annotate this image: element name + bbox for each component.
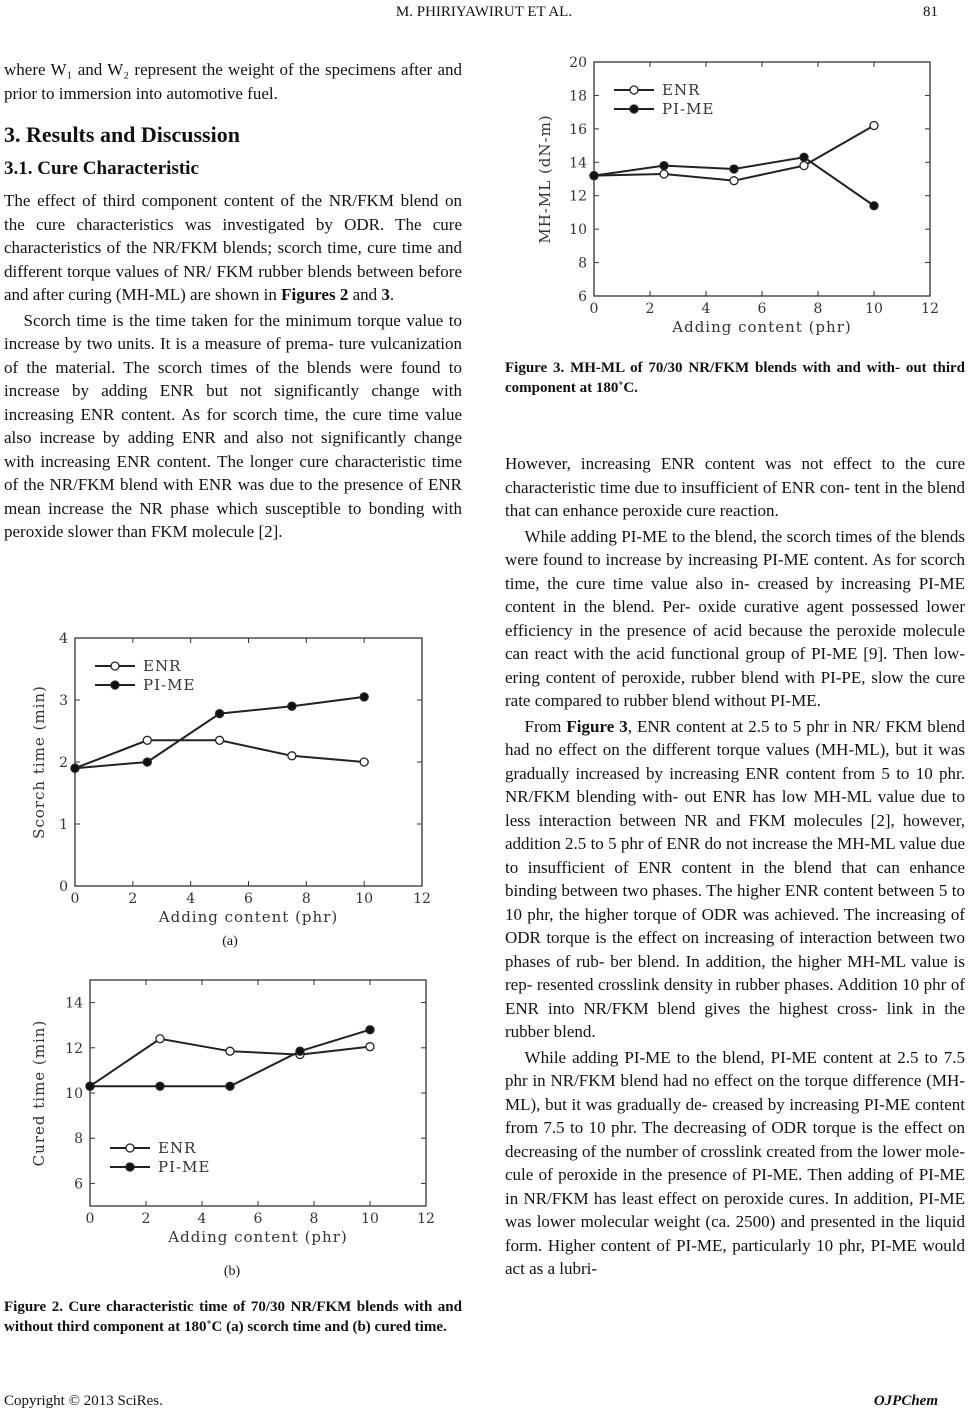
paragraph-4: While adding PI-ME to the blend, the scorch times of the blends were found to increase by increasing PI-ME content. As for scorch time, the cure time value also in- creased by increasing PI-ME content in the blend. Per- oxide curative agent possessed lower efficiency in the presence of acid because the peroxide molecule can react with the acid functional group of PI-ME [9]. Then low- ering content of peroxide, rubber blend with PI-PE, slow the cure rate compared to rubber blend without PI-ME. [505,526,965,710]
data-point-enr [730,177,738,185]
x-tick-label: 10 [361,1211,379,1227]
y-tick-label: 12 [65,1040,83,1057]
paragraph-1 [4,189,462,307]
x-tick-label: 8 [813,301,823,317]
x-tick-label: 10 [865,301,883,317]
x-tick-label: 12 [417,1211,435,1227]
y-tick-label: 8 [74,1131,83,1148]
chart-fig2a [30,628,430,928]
x-tick-label: 0 [70,891,80,907]
right-column [505,452,965,1281]
data-point-pi-me [156,1082,164,1090]
data-point-enr [143,736,151,744]
data-point-pi-me [366,1026,374,1034]
data-point-pi-me [296,1047,304,1055]
series-line-enr [90,1039,370,1086]
legend-label: PI-ME [158,1158,211,1176]
data-point-pi-me [590,172,598,180]
y-tick-label: 14 [569,155,587,172]
y-tick-label: 16 [569,121,587,138]
data-point-pi-me [226,1082,234,1090]
y-axis-label: Cured time (min) [30,1019,48,1167]
chart-fig2b [30,966,434,1258]
paragraph-5-text: , ENR content at 2.5 to 5 phr in NR/ FKM blend had no effect on the different torque values (MH-ML), but it was gradually increased by increasing ENR content from 5 to 10 phr. NR/FKM blending with- out ENR has low MH-ML value due to less interaction between NR and FKM molecules [2], however, addition 2.5 to 5 phr of ENR do not increase the MH-ML value due to insufficient of ENR content in the blend that can enhance binding between two phases. The higher ENR content between 5 to 10 phr, the higher torque of ODR was achieved. The increasing of ODR torque is the effect on increasing of interaction between two phases of rub- ber blend. In addition, the higher MH-ML value is rep- resented crosslink density in rubber phases. Addition 10 phr of ENR into NR/FKM blend gives the highest cross- link in the rubber blend. [505,716,965,1041]
legend-marker [111,681,119,689]
x-tick-label: 2 [128,891,138,907]
figure-3-ref-inline: Figure 3 [566,716,628,736]
running-header [0,4,968,24]
paragraph-1-text: The effect of third component content of the NR/FKM blend on the cure characteristics was investigated by ODR. The cure characteristics of the NR/FKM blends; scorch time, cure time and different torque values of NR/ FKM rubber blends between before and after curing (MH-ML) are shown in [4,191,462,304]
subfigure-label-b: (b) [223,1264,241,1279]
data-point-pi-me [216,710,224,718]
x-axis-label: Adding content (phr) [168,1228,348,1246]
y-tick-label: 0 [59,879,68,895]
data-point-enr [800,162,808,170]
x-tick-label: 6 [253,1211,263,1227]
paragraph-5-from: From [524,716,567,736]
paragraph-1-end: . [389,285,395,304]
data-point-pi-me [360,693,368,701]
subfigure-label-a: (a) [222,934,238,949]
data-point-enr [660,170,668,178]
y-tick-label: 18 [569,88,587,105]
x-tick-label: 12 [921,301,939,317]
chart-fig3-svg [536,50,939,344]
x-tick-label: 10 [355,891,374,907]
paragraph-6: While adding PI-ME to the blend, PI-ME content at 2.5 to 7.5 phr in NR/FKM blend had no effect on the torque difference (MH-ML), but it was gradually de- creased by increasing PI-ME content from 7.5 to 10 phr. The decreasing of ODR torque is the effect on decreasing of the number of crosslink created from the lower mole- cule of peroxide in the presence of PI-ME. Then adding of PI-ME in NR/FKM has least effect on peroxide cures. In addition, PI-ME was lower molecular weight (ca. 2500) and presented in the liquid form. Higher content of PI-ME, particularly 10 phr, PI-ME would act as a lubri- [505,1047,965,1278]
x-tick-label: 0 [589,301,599,317]
y-tick-label: 6 [578,289,587,305]
legend-marker [630,86,638,94]
paragraph-1-and: and [348,285,382,304]
x-tick-label: 4 [197,1211,207,1227]
legend-label: PI-ME [662,100,715,118]
legend-marker [126,1144,134,1152]
data-point-pi-me [86,1082,94,1090]
x-tick-label: 6 [244,891,253,907]
x-axis-label: Adding content (phr) [158,908,339,926]
paragraph-2: Scorch time is the time taken for the minimum torque value to increase by two units. It is a measure of prema- ture vulcanization of the material. The scorch times of the blends were found to increase by adding ENR but not significantly change with increasing ENR content. As for scorch time, the cure time value also increase by adding ENR and also not significantly change with increasing ENR content. The longer cure characteristic time of the NR/FKM blend with ENR was due to the presence of ENR mean increase the NR phase which susceptible to bonding with peroxide slower than FKM molecule [2]. [4,310,462,541]
data-point-pi-me [660,162,668,170]
x-tick-label: 12 [413,891,431,907]
x-axis-label: Adding content (phr) [672,318,852,336]
y-tick-label: 10 [65,1086,83,1102]
legend-marker [630,105,638,113]
y-tick-label: 8 [578,255,587,272]
running-header-title: M. PHIRIYAWIRUT ET AL. [395,4,573,20]
plot-frame [90,980,426,1206]
x-tick-label: 2 [645,301,655,317]
data-point-enr [366,1043,374,1051]
subsection-heading: 3.1. Cure Characteristic [4,157,199,179]
y-tick-label: 20 [569,55,587,71]
y-tick-label: 10 [569,222,587,239]
y-tick-label: 14 [65,995,83,1012]
x-tick-label: 4 [701,301,711,317]
figure-3-caption: Figure 3. MH-ML of 70/30 NR/FKM blends with and with- out third component at 180˚C. [505,360,965,396]
data-point-enr [288,752,296,760]
legend-label: ENR [143,657,182,675]
legend-label: PI-ME [143,676,196,694]
left-column [4,58,462,544]
chart-fig2a-svg [30,628,430,928]
data-point-enr [870,122,878,130]
chart-fig2b-svg [30,966,434,1258]
legend-marker [126,1163,134,1171]
chart-fig3 [536,50,939,344]
x-tick-label: 8 [309,1211,319,1227]
intro-paragraph: where W₁ and W₂ represent the weight of the specimens after and prior to immersion into automotive fuel. [4,60,462,103]
y-tick-label: 6 [74,1176,83,1193]
data-point-pi-me [730,165,738,173]
x-tick-label: 0 [85,1211,95,1227]
y-tick-label: 1 [59,817,68,833]
legend-label: ENR [158,1139,197,1157]
legend-label: ENR [662,81,701,99]
paragraph-5 [505,715,965,1044]
footer-copyright: Copyright © 2013 SciRes. [4,1393,163,1409]
data-point-enr [216,736,224,744]
page-number: 81 [923,4,938,20]
footer-journal: OJPChem [873,1393,938,1409]
figure-2-caption: Figure 2. Cure characteristic time of 70/30 NR/FKM blends with and without third component at 180˚C (a) scorch time and (b) cured time. [4,1299,462,1335]
figure-2-ref: Figures 2 [281,285,349,304]
y-tick-label: 3 [59,693,68,709]
plot-frame [594,62,930,296]
data-point-pi-me [143,758,151,766]
y-tick-label: 12 [569,188,587,205]
data-point-enr [156,1035,164,1043]
data-point-pi-me [870,202,878,210]
x-tick-label: 8 [301,891,311,907]
section-heading: 3. Results and Discussion [4,122,240,147]
data-point-enr [226,1047,234,1055]
y-axis-label: Scorch time (min) [30,685,48,839]
figure-3-ref: 3 [381,285,390,304]
data-point-pi-me [288,702,296,710]
paragraph-3: However, increasing ENR content was not effect to the cure characteristic time due to insufficient of ENR con- tent in the blend that can enhance peroxide cure reaction. [505,454,965,520]
x-tick-label: 2 [141,1211,151,1227]
data-point-enr [360,758,368,766]
legend-marker [111,662,119,670]
y-tick-label: 2 [59,755,68,771]
y-axis-label: MH-ML (dN-m) [536,114,554,244]
y-tick-label: 4 [59,631,68,647]
data-point-pi-me [71,764,79,772]
x-tick-label: 6 [757,301,767,317]
plot-frame [75,638,422,886]
x-tick-label: 4 [186,891,196,907]
data-point-pi-me [800,153,808,161]
